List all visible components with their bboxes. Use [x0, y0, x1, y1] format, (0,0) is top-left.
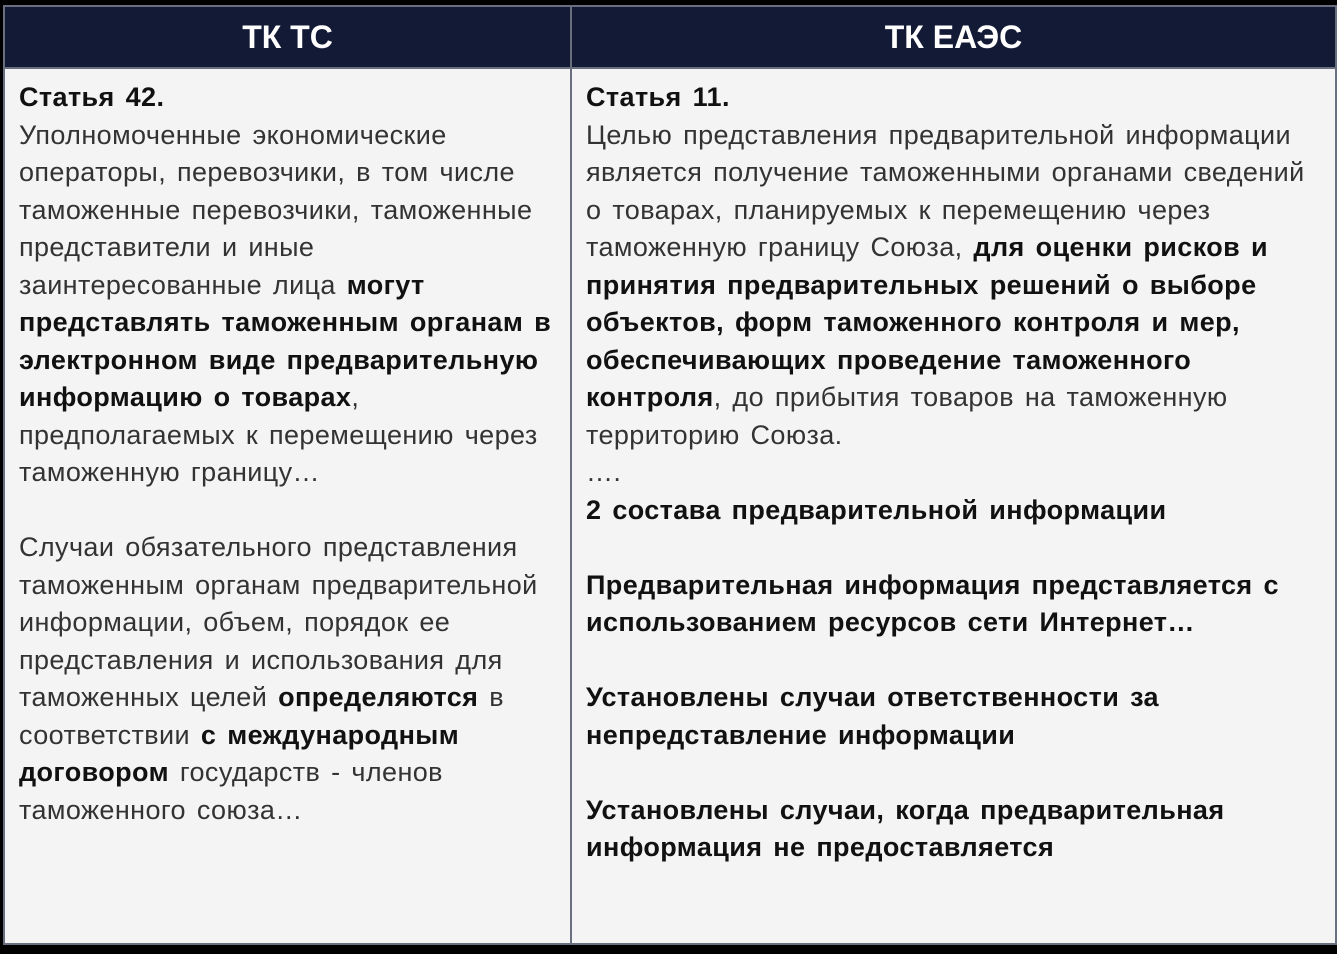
- right-ellipsis: ….: [586, 457, 622, 487]
- spacer: [586, 642, 1323, 680]
- left-p2-bold-a: определяются: [278, 682, 479, 712]
- left-paragraph-1: [19, 117, 558, 492]
- content-row: [4, 68, 1336, 944]
- right-bold-3: Установлены случаи ответственности за непредставление информации: [586, 682, 1159, 750]
- right-p1-text-b: , до прибытия товаров на таможенную территорию Союза.: [586, 382, 1228, 450]
- left-cell: [4, 68, 571, 944]
- right-cell: [571, 68, 1336, 944]
- right-p1-text-a: Целью представления предварительной информации является получение таможенными органами сведений о товарах, планируемых к перемещению через таможенную границу Союза,: [586, 119, 1305, 262]
- left-p2-text-b: в соответствии: [19, 682, 504, 750]
- left-article-title: Статья 42.: [19, 82, 165, 112]
- right-p1-bold: для оценки рисков и принятия предварительных решений о выборе объектов, форм таможенного контроля и мер, обеспечивающих проведение таможенного контроля: [586, 232, 1269, 412]
- right-bold-1: 2 состава предварительной информации: [586, 494, 1167, 525]
- right-bold-4: Установлены случаи, когда предварительная информация не предоставляется: [586, 794, 1225, 862]
- header-tk-eaes: ТК ЕАЭС: [571, 6, 1336, 68]
- left-p1-text-a: Уполномоченные экономические операторы, перевозчики, в том числе таможенные перевозчики, таможенные представители и иные заинтересованные лица: [19, 119, 533, 300]
- spacer: [19, 492, 558, 530]
- right-bold-2: Предварительная информация представляется с использованием ресурсов сети Интернет…: [586, 569, 1279, 637]
- right-article-title: Статья 11.: [586, 82, 730, 112]
- left-p2-text-c: государств - членов таможенного союза…: [19, 757, 443, 825]
- left-p1-text-b: , предполагаемых к перемещению через таможенную границу…: [19, 382, 538, 487]
- comparison-table: [3, 5, 1337, 945]
- spacer: [586, 529, 1323, 567]
- right-paragraph-1: [586, 117, 1323, 455]
- left-p2-bold-b: с международным договором: [19, 719, 460, 787]
- header-tk-ts: ТК ТС: [4, 6, 571, 68]
- header-row: [4, 6, 1336, 68]
- left-paragraph-2: [19, 529, 558, 829]
- left-p2-text-a: Случаи обязательного представления таможенным органам предварительной информации, объем, порядок ее представления и использования для таможенных целей: [19, 532, 538, 712]
- spacer: [586, 754, 1323, 792]
- left-p1-bold: могут представлять таможенным органам в электронном виде предварительную информацию о товарах: [19, 269, 552, 412]
